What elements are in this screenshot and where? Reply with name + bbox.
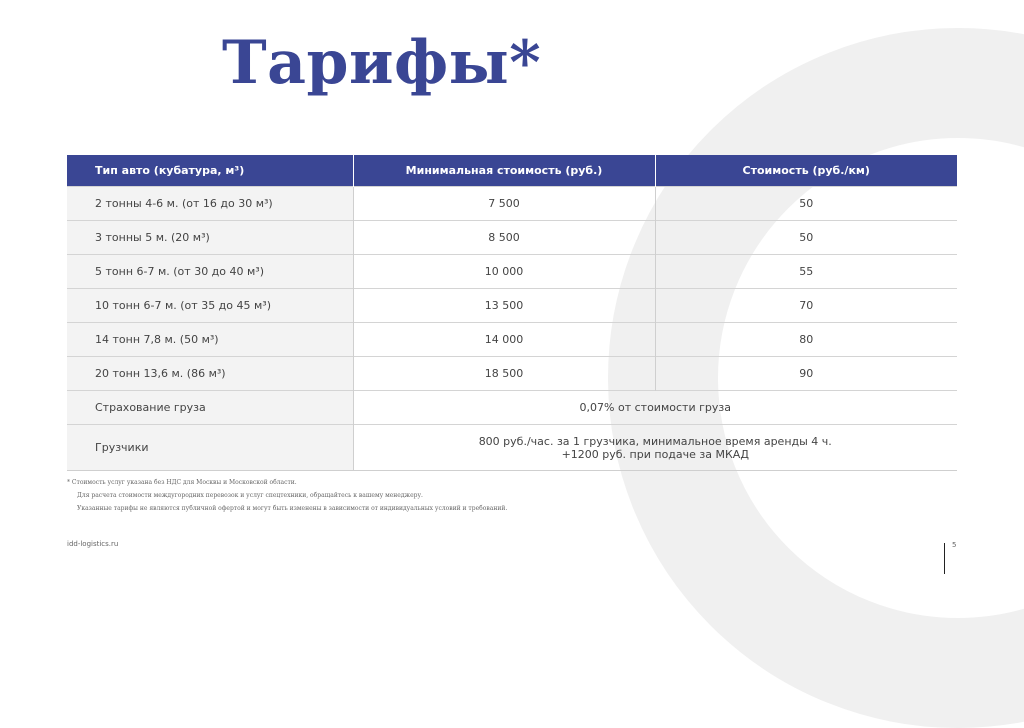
insurance-row <box>67 391 957 425</box>
footnote-vat: * Стоимость услуг указана без НДС для Москвы и Московской области. <box>67 479 297 486</box>
cost-per-km-cell: 55 <box>655 255 957 289</box>
table-row <box>67 323 957 357</box>
tariffs-table <box>67 155 957 471</box>
cost-per-km-cell: 90 <box>655 357 957 391</box>
table-row <box>67 255 957 289</box>
footnote-intercity: Для расчета стоимости междугородних перевозок и услуг спецтехники, обращайтесь к вашему менеджеру. <box>77 492 423 499</box>
min-cost-cell: 10 000 <box>353 255 655 289</box>
loaders-rate: 800 руб./час. за 1 грузчика, минимальное время аренды 4 ч. <box>478 434 832 448</box>
vehicle-type-cell: 20 тонн 13,6 м. (86 м³) <box>67 357 353 391</box>
loaders-row <box>67 425 957 471</box>
insurance-value: 0,07% от стоимости груза <box>353 391 957 425</box>
page-number: 5 <box>952 541 957 549</box>
header-cost-per-km: Стоимость (руб./км) <box>655 155 957 187</box>
loaders-mkad-surcharge: +1200 руб. при подаче за МКАД <box>561 447 749 461</box>
cost-per-km-cell: 70 <box>655 289 957 323</box>
min-cost-cell: 8 500 <box>353 221 655 255</box>
footnotes <box>67 476 507 515</box>
cost-per-km-cell: 50 <box>655 187 957 221</box>
cost-per-km-cell: 80 <box>655 323 957 357</box>
table-row <box>67 289 957 323</box>
header-min-cost: Минимальная стоимость (руб.) <box>353 155 655 187</box>
min-cost-cell: 13 500 <box>353 289 655 323</box>
footnote-offer: Указанные тарифы не являются публичной офертой и могут быть изменены в зависимости от индивидуальных условий и требований. <box>77 505 508 512</box>
cost-per-km-cell: 50 <box>655 221 957 255</box>
loaders-label: Грузчики <box>67 425 353 471</box>
min-cost-cell: 14 000 <box>353 323 655 357</box>
table-header-row <box>67 155 957 187</box>
insurance-label: Страхование груза <box>67 391 353 425</box>
footer-website: idd-logistics.ru <box>67 540 119 548</box>
vehicle-type-cell: 14 тонн 7,8 м. (50 м³) <box>67 323 353 357</box>
min-cost-cell: 7 500 <box>353 187 655 221</box>
table-row <box>67 357 957 391</box>
header-vehicle-type: Тип авто (кубатура, м³) <box>67 155 353 187</box>
vehicle-type-cell: 5 тонн 6-7 м. (от 30 до 40 м³) <box>67 255 353 289</box>
table-row <box>67 221 957 255</box>
loaders-value <box>353 425 957 471</box>
min-cost-cell: 18 500 <box>353 357 655 391</box>
vehicle-type-cell: 2 тонны 4-6 м. (от 16 до 30 м³) <box>67 187 353 221</box>
vehicle-type-cell: 3 тонны 5 м. (20 м³) <box>67 221 353 255</box>
vehicle-type-cell: 10 тонн 6-7 м. (от 35 до 45 м³) <box>67 289 353 323</box>
table-row <box>67 187 957 221</box>
footer-divider <box>944 543 945 574</box>
page-title: Тарифы* <box>222 28 542 98</box>
